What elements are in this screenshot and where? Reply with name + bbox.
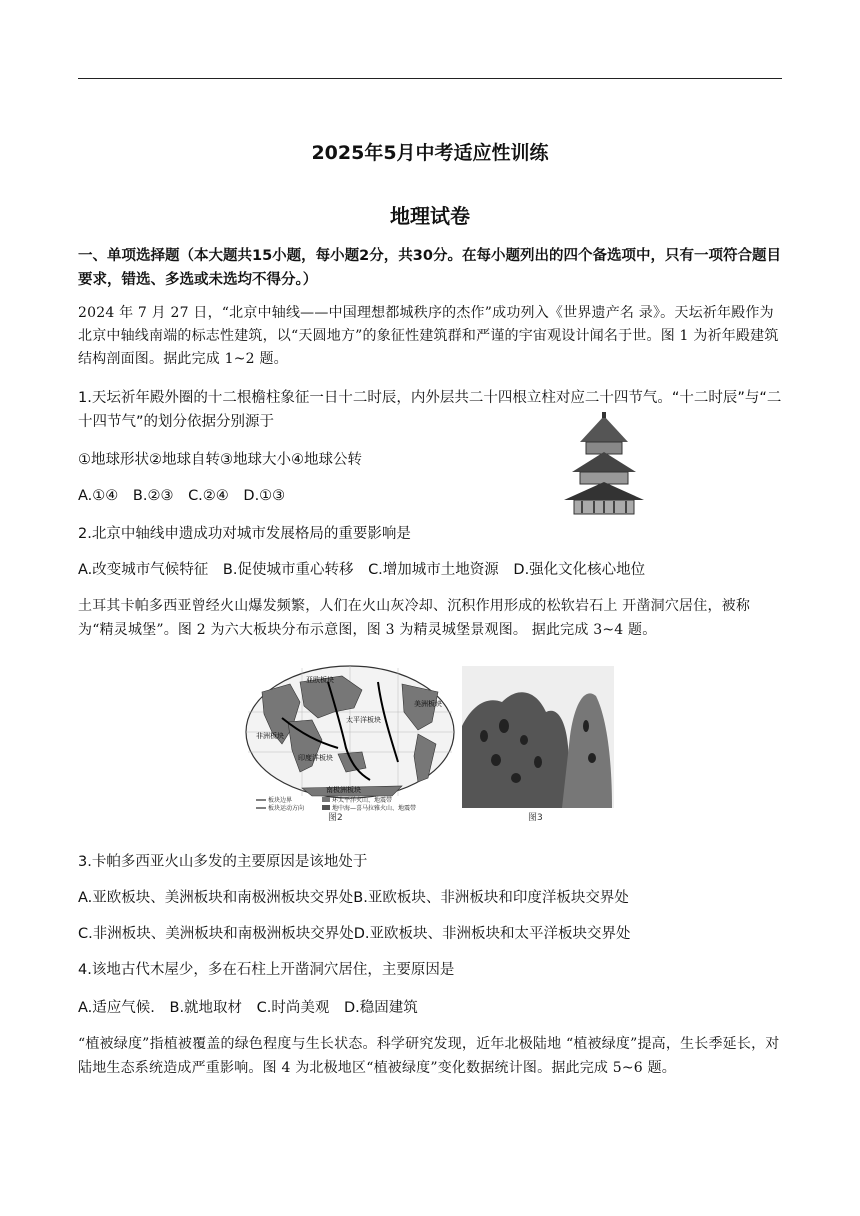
- exam-subtitle: 地理试卷: [390, 204, 470, 228]
- q1-option-c[interactable]: C.②④: [188, 488, 229, 504]
- q4-option-d[interactable]: D.稳固建筑: [344, 1000, 418, 1016]
- q2-options: [78, 558, 782, 582]
- q3-options-row2: [78, 922, 782, 946]
- q2-option-b[interactable]: B.促使城市重心转移: [222, 562, 354, 578]
- legend-himalaya-belt: 地中海—喜马拉雅火山、地震带: [332, 805, 417, 812]
- passage-2: 土耳其卡帕多西亚曾经火山爆发频繁，人们在火山灰冷却、沉积作用形成的松软岩石上 开凿洞穴居住，被称为“精灵城堡”。图 2 为六大板块分布示意图，图 3 为精灵城堡景观图。 据此完成 3~4 题。: [78, 598, 751, 638]
- q1-stem: 1.天坛祈年殿外圈的十二根檐柱象征一日十二时辰，内外层共二十四根立柱对应二十四节气。“十二时辰”与“二十四节气”的划分依据分别源于: [78, 390, 782, 430]
- q2-option-a[interactable]: A.改变城市气候特征: [78, 562, 209, 578]
- q3-stem: 3.卡帕多西亚火山多发的主要原因是该地处于: [78, 854, 368, 870]
- figure3-caption: 图3: [528, 813, 543, 822]
- q3-options-row1: [78, 886, 782, 910]
- section-heading: 一、单项选择题（本大题共15小题，每小题2分，共30分。在每小题列出的四个备选项中，只有一项符合题目要求，错选、多选或未选均不得分。）: [78, 248, 781, 288]
- plate-map-figure: [242, 662, 458, 822]
- q1-option-a[interactable]: A.①④: [78, 488, 119, 504]
- q2-option-d[interactable]: D.强化文化核心地位: [513, 562, 646, 578]
- passage-1: 2024 年 7 月 27 日，“北京中轴线——中国理想都城秩序的杰作”成功列入《世界遗产名 录》。天坛祈年殿作为北京中轴线南端的标志性建筑，以“天圆地方”的象征性建筑群和严谨的宇宙观设计闻名于世。图 1 为祈年殿建筑结构剖面图。据此完成 1~2 题。: [78, 305, 779, 367]
- q4-option-c[interactable]: C.时尚美观: [256, 1000, 330, 1016]
- q3-option-d[interactable]: D.亚欧板块、非洲板块和太平洋板块交界处: [353, 926, 631, 942]
- legend-boundary: 板块边界: [268, 797, 293, 804]
- label-african-plate: 非洲板块: [256, 732, 284, 740]
- q1-option-d[interactable]: D.①③: [243, 488, 286, 504]
- q3-option-c[interactable]: C.非洲板块、美洲板块和南极洲板块交界处: [78, 926, 354, 942]
- label-pacific-plate: 太平洋板块: [346, 716, 381, 724]
- figure2-caption: 图2: [328, 813, 343, 822]
- q2-stem: 2.北京中轴线申遗成功对城市发展格局的重要影响是: [78, 526, 411, 542]
- legend-direction: 板块运动方向: [268, 805, 305, 812]
- label-american-plate: 美洲板块: [414, 700, 442, 708]
- exam-title: 2025年5月中考适应性训练: [311, 142, 549, 164]
- q1-options: [78, 484, 782, 508]
- label-antarctic-plate: 南极洲板块: [326, 786, 361, 794]
- q4-options: [78, 996, 782, 1020]
- label-eurasian-plate: 亚欧板块: [306, 676, 334, 684]
- header-rule: [78, 78, 782, 79]
- q4-stem: 4.该地古代木屋少，多在石柱上开凿洞穴居住，主要原因是: [78, 962, 455, 978]
- q4-option-a[interactable]: A.适应气候.: [78, 1000, 155, 1016]
- q1-option-b[interactable]: B.②③: [132, 488, 174, 504]
- fairy-chimney-figure: [462, 666, 614, 822]
- legend-pacific-belt: 环太平洋火山、地震带: [332, 797, 393, 804]
- passage-3: “植被绿度”指植被覆盖的绿色程度与生长状态。科学研究发现，近年北极陆地 “植被绿度”提高，生长季延长，对陆地生态系统造成严重影响。图 4 为北极地区“植被绿度”变化数据统计图。据此完成 5~6 题。: [78, 1036, 780, 1076]
- temple-figure: [560, 412, 648, 516]
- q2-option-c[interactable]: C.增加城市土地资源: [368, 562, 499, 578]
- label-indian-ocean-plate: 印度洋板块: [298, 754, 333, 762]
- q1-items: ①地球形状②地球自转③地球大小④地球公转: [78, 452, 362, 468]
- q3-option-b[interactable]: B.亚欧板块、非洲板块和印度洋板块交界处: [353, 890, 629, 906]
- q4-option-b[interactable]: B.就地取材: [169, 1000, 243, 1016]
- q3-option-a[interactable]: A.亚欧板块、美洲板块和南极洲板块交界处: [78, 890, 354, 906]
